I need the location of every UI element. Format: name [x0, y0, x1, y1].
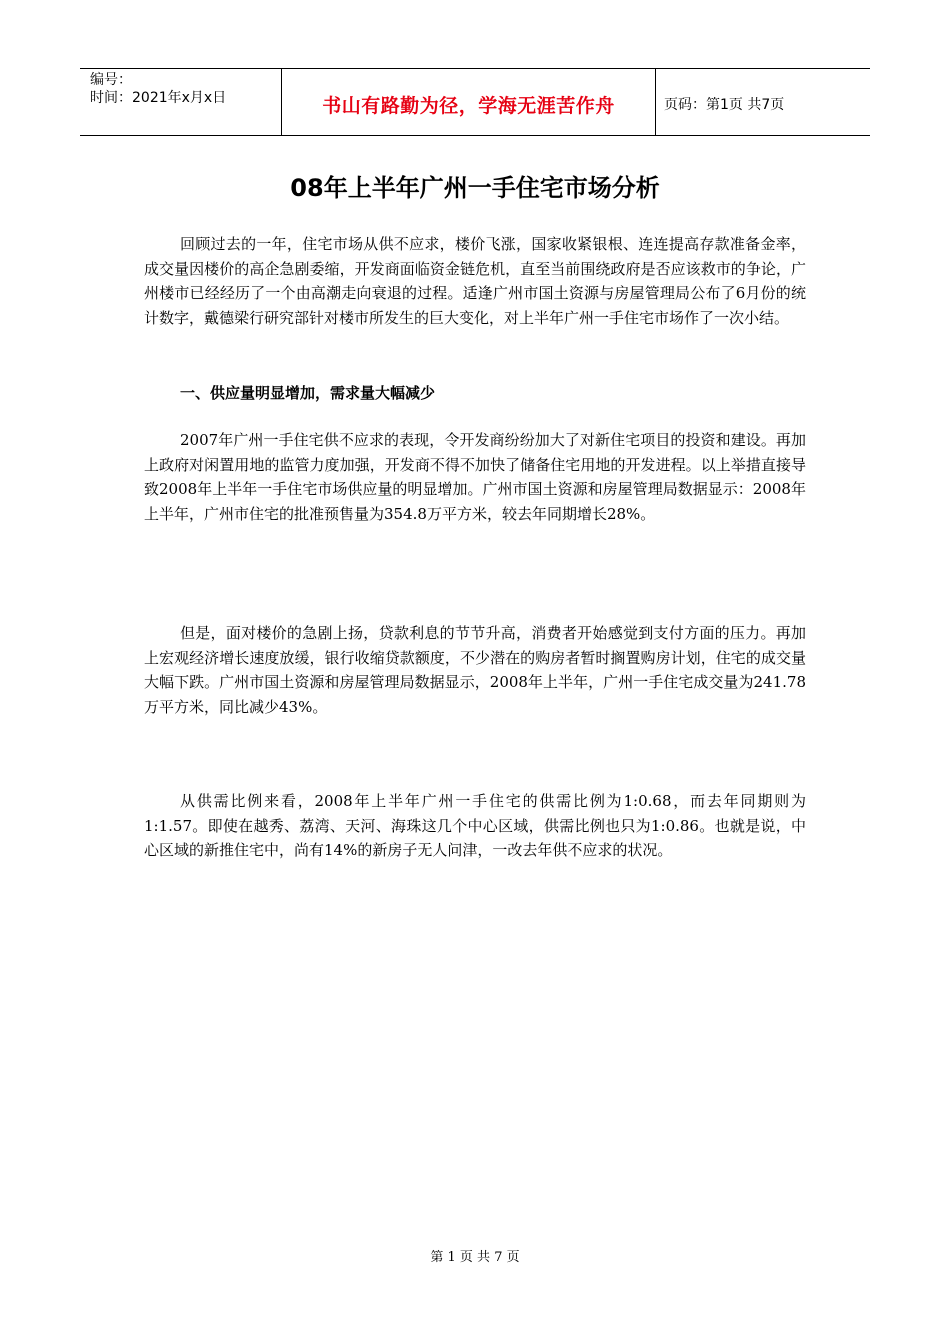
body-paragraph-1: 2007年广州一手住宅供不应求的表现，令开发商纷纷加大了对新住宅项目的投资和建设。再加上政府对闲置用地的监管力度加强，开发商不得不加快了储备住宅用地的开发进程。以上举措直接导致2008年上半年一手住宅市场供应量的明显增加。广州市国土资源和房屋管理局数据显示：2008年上半年，广州市住宅的批准预售量为354.8万平方米，较去年同期增长28%。 — [144, 431, 806, 523]
date-label: 时间：2021年x月x日 — [90, 90, 227, 106]
page-info-text: 页码：第1页 共7页 — [664, 97, 785, 113]
page-footer: 第 1 页 共 7 页 — [430, 1250, 520, 1265]
doc-number-label: 编号： — [90, 72, 132, 88]
motto-text: 书山有路勤为径，学海无涯苦作舟 — [322, 94, 615, 117]
motto-cell — [282, 69, 656, 135]
header-meta-cell — [80, 69, 282, 135]
header-table — [80, 68, 870, 136]
section-heading-1: 一、供应量明显增加，需求量大幅减少 — [180, 384, 436, 402]
document-title: 08年上半年广州一手住宅市场分析 — [290, 174, 660, 202]
body-paragraph-2: 但是，面对楼价的急剧上扬，贷款利息的节节升高，消费者开始感觉到支付方面的压力。再加上宏观经济增长速度放缓，银行收缩贷款额度，不少潜在的购房者暂时搁置购房计划，住宅的成交量大幅下跌。广州市国土资源和房屋管理局数据显示，2008年上半年，广州一手住宅成交量为241.78万平方米，同比减少43%。 — [144, 624, 806, 716]
body-paragraph-3: 从供需比例来看，2008年上半年广州一手住宅的供需比例为1:0.68，而去年同期则为1:1.57。即使在越秀、荔湾、天河、海珠这几个中心区域，供需比例也只为1:0.86。也就是说，中心区域的新推住宅中，尚有14%的新房子无人问津，一改去年供不应求的状况。 — [144, 792, 806, 860]
intro-paragraph: 回顾过去的一年，住宅市场从供不应求，楼价飞涨，国家收紧银根、连连提高存款准备金率，成交量因楼价的高企急剧委缩，开发商面临资金链危机，直至当前围绕政府是否应该救市的争论，广州楼市已经经历了一个由高潮走向衰退的过程。适逢广州市国土资源与房屋管理局公布了6月份的统计数字，戴德梁行研究部针对楼市所发生的巨大变化，对上半年广州一手住宅市场作了一次小结。 — [144, 235, 806, 327]
page-info-cell — [656, 69, 870, 135]
